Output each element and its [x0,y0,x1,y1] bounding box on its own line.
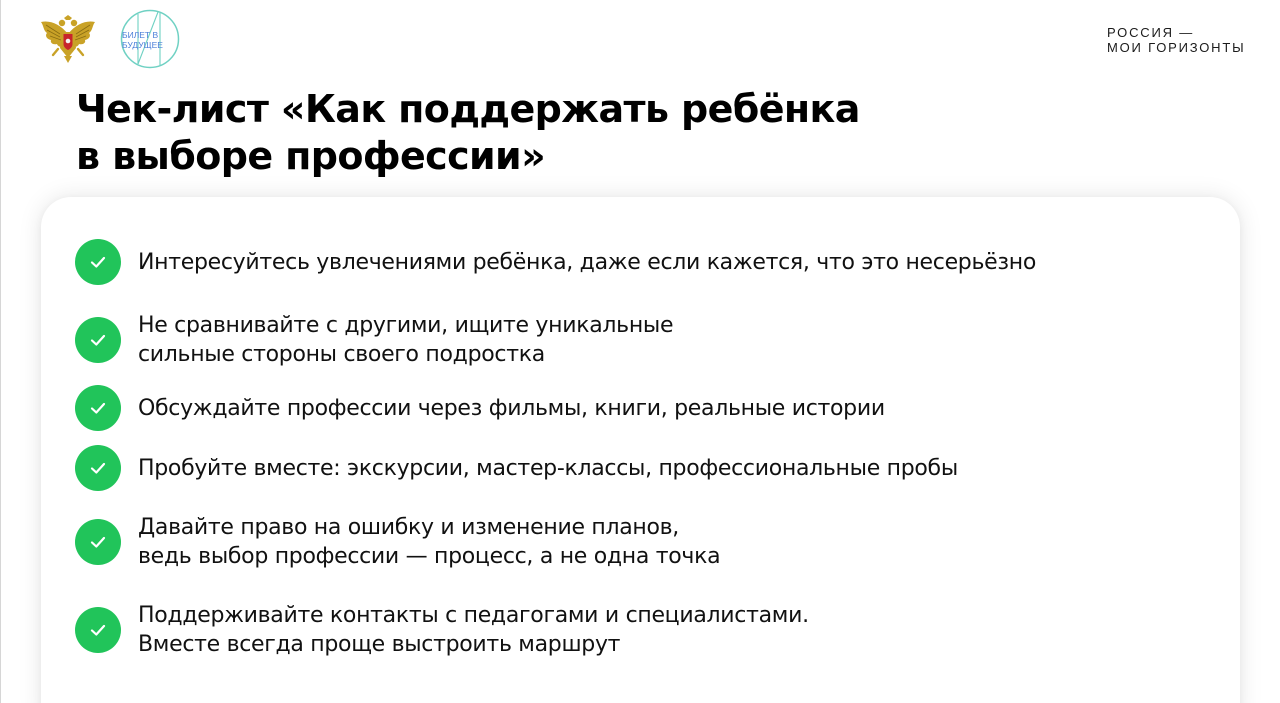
check-circle-icon [75,445,121,491]
title-line-1: Чек-лист «Как поддержать ребёнка [76,87,860,131]
check-circle-icon [75,239,121,285]
item-line-1: Давайте право на ошибку и изменение планов, [138,515,679,540]
checklist-item-text [138,513,720,571]
check-circle-icon [75,317,121,363]
checklist-item-1 [75,239,1195,285]
checklist-item-2 [75,311,1195,369]
check-circle-icon [75,607,121,653]
checklist-item-3 [75,385,1195,431]
checklist-item-6 [75,601,1195,659]
brand-label [1107,25,1245,55]
checklist-item-text [138,394,885,423]
checklist-item-text [138,248,1036,277]
item-line-1: Интересуйтесь увлечениями ребёнка, даже если кажется, что это несерьёзно [138,249,1037,275]
page-title [76,86,976,180]
item-line-1: Пробуйте вместе: экскурсии, мастер-классы, профессиональные пробы [138,455,958,481]
check-circle-icon [75,519,121,565]
ticket-logo-text-1: БИЛЕТ В [122,30,159,40]
item-line-2: ведь выбор профессии — процесс, а не одна точка [138,544,721,569]
item-line-2: сильные стороны своего подростка [138,342,545,367]
checklist-item-text [138,454,958,483]
checklist-item-4 [75,445,1195,491]
item-line-1: Обсуждайте профессии через фильмы, книги, реальные истории [138,395,885,421]
item-line-2: Вместе всегда проще выстроить маршрут [138,632,621,657]
ticket-logo-icon [118,9,182,69]
left-edge-line [0,0,1,703]
ticket-logo-text-2: БУДУЩЕЕ [122,40,163,50]
item-line-1: Не сравнивайте с другими, ищите уникальные [138,313,674,338]
checklist-item-text [138,601,809,659]
item-line-1: Поддерживайте контакты с педагогами и специалистами. [138,603,809,628]
eagle-emblem-icon [38,14,98,64]
checklist-item-text [138,311,673,369]
checklist-item-5 [75,513,1195,571]
check-circle-icon [75,385,121,431]
brand-line-2: МОИ ГОРИЗОНТЫ [1107,40,1246,55]
brand-line-1: РОССИЯ — [1107,25,1195,40]
title-line-2: в выборе профессии» [76,134,546,178]
